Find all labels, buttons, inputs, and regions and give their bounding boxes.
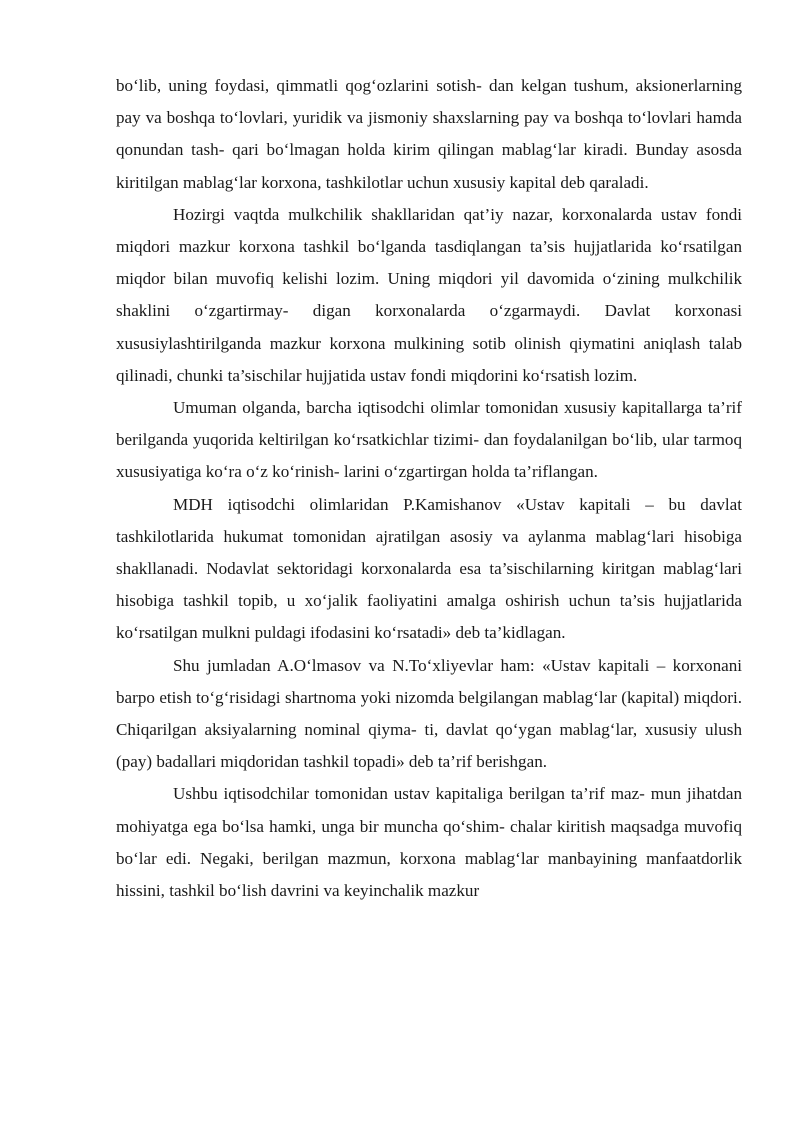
paragraph-ustav-fondi: Hozirgi vaqtda mulkchilik shakllaridan qat’iy nazar, korxonalarda ustav fondi miqdori mazkur korxona tashkil bo‘lganda tasdiqlangan ta’sis hujjatlarida ko‘rsatilgan miqdor bilan muvofiq kelishi lozim. Uning miqdori yil davomida o‘zining mulkchilik shaklini o‘zgartirmay- digan korxonalarda o‘zgarmaydi. Davlat korxonasi xususiylashtirilganda mazkur korxona mulkining sotib olinish qiymatini aniqlash talab qilinadi, chunki ta’sischilar hujjatida ustav fondi miqdorini ko‘rsatish lozim.	[116, 204, 742, 385]
paragraph-xususiy-kapital: Umuman olganda, barcha iqtisodchi olimlar tomonidan xususiy kapitallarga ta’rif berilganda yuqorida keltirilgan ko‘rsatkichlar tizimi- dan foydalanilgan bo‘lib, ular tarmoq xususiyatiga ko‘ra o‘z ko‘rinish- larini o‘zgartirgan holda ta’riflangan.	[116, 398, 742, 482]
paragraph-olmasov-quote: Shu jumladan A.O‘lmasov va N.To‘xliyevlar ham: «Ustav kapitali – korxonani barpo etish to‘g‘risidagi shartnoma yoki nizomda belgilangan mablag‘lar (kapital) miqdori. Chiqarilgan aksiyalarning nominal qiyma- ti, davlat qo‘ygan mablag‘lar, xususiy ulush (pay) badallari miqdoridan tashkil topadi» deb ta’rif berishgan.	[116, 655, 742, 772]
paragraph-kamishanov-quote: MDH iqtisodchi olimlaridan P.Kamishanov «Ustav kapitali – bu davlat tashkilotlarida hukumat tomonidan ajratilgan asosiy va aylanma mablag‘lari hisobiga shakllanadi. Nodavlat sektoridagi korxonalarda esa ta’sischilarning kiritgan mablag‘lari hisobiga tashkil topib, u xo‘jalik faoliyatini amalga oshirish uchun ta’sis hujjatlarida ko‘rsatilgan mulkni puldagi ifodasini ko‘rsatadi» deb ta’kidlagan.	[116, 494, 742, 643]
paragraph-conclusion: Ushbu iqtisodchilar tomonidan ustav kapitaliga berilgan ta’rif maz- mun jihatdan mohiyatga ega bo‘lsa hamki, unga bir muncha qo‘shim- chalar kiritish maqsadga muvofiq bo‘lar edi. Negaki, berilgan mazmun, korxona mablag‘lar manbayining manfaatdorlik hissini, tashkil bo‘lish davrini va keyinchalik mazkur	[116, 784, 742, 901]
document-page	[116, 70, 742, 907]
paragraph-continuation: bo‘lib, uning foydasi, qimmatli qog‘ozlarini sotish- dan kelgan tushum, aksionerlarning pay va boshqa to‘lovlari, yuridik va jismoniy shaxslarning pay va boshqa to‘lovlari hamda qonundan tash- qari bo‘lmagan holda kirim qilingan mablag‘lar kiradi. Bunday asosda kiritilgan mablag‘lar korxona, tashkilotlar uchun xususiy kapital deb qaraladi.	[116, 76, 742, 192]
